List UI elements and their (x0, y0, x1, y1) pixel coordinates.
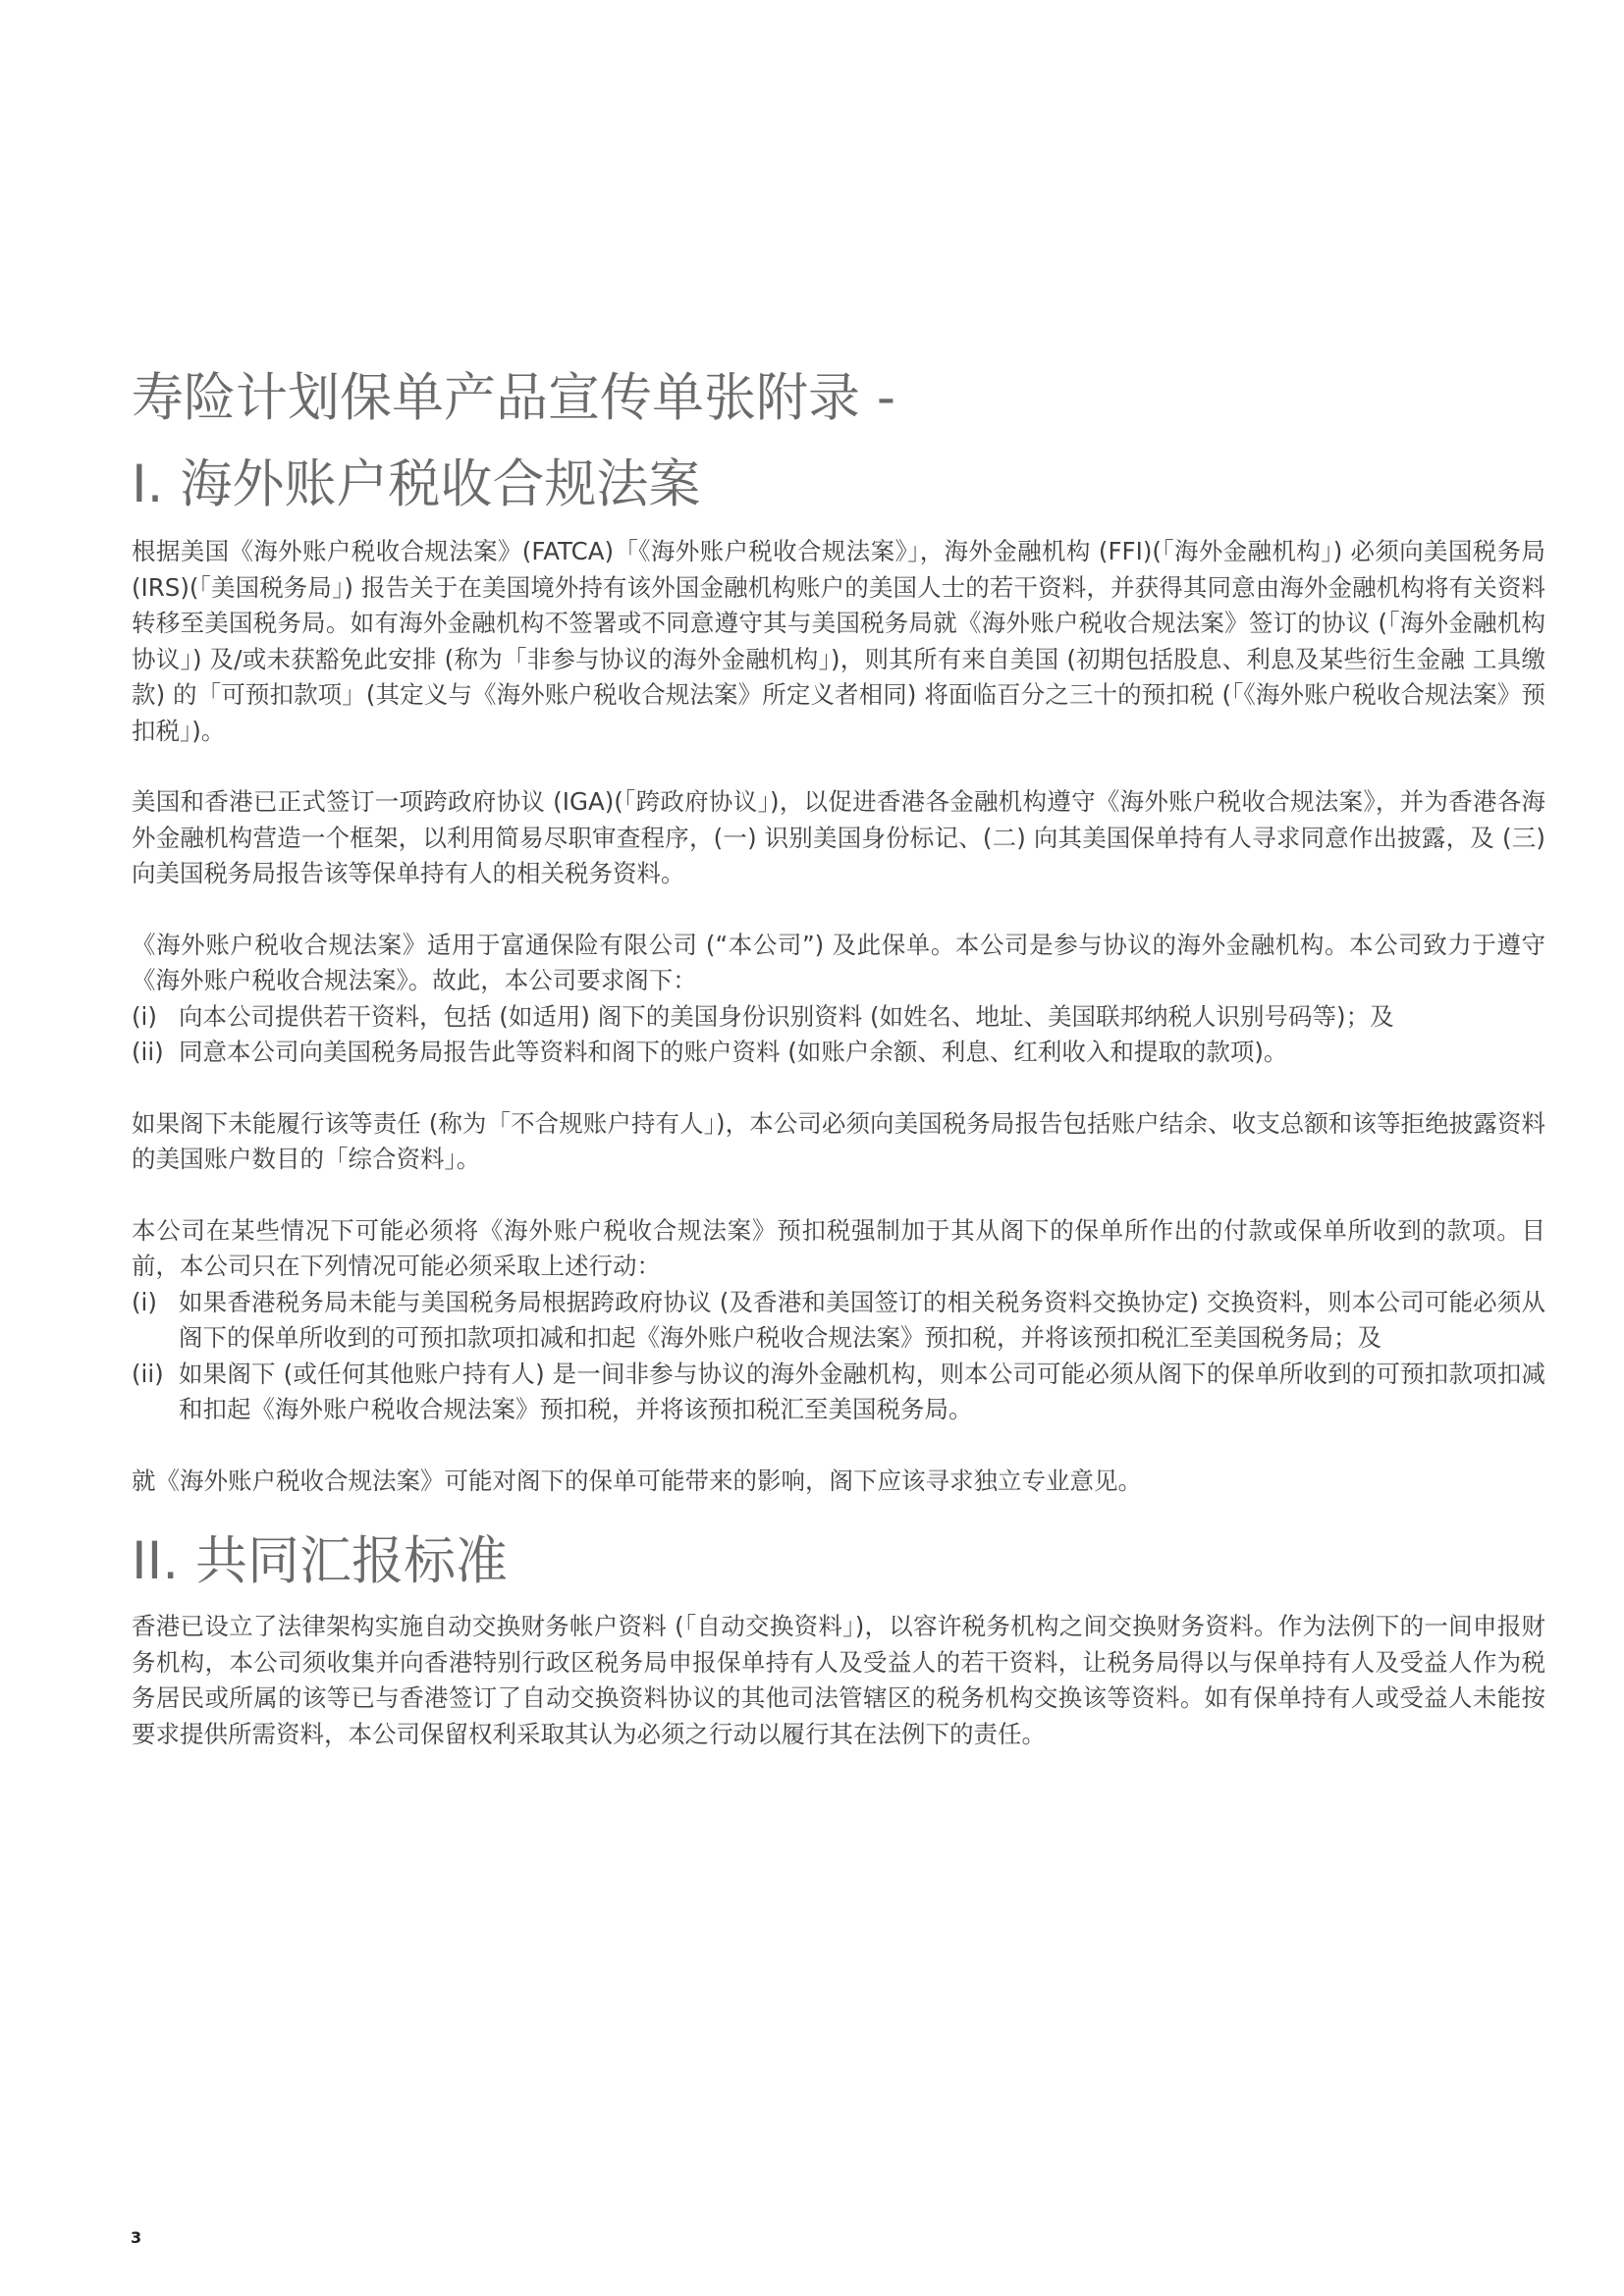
list-item (132, 1035, 1545, 1071)
list-marker: (i) (132, 1001, 157, 1031)
page-title: 寿险计划保单产品宣传单张附录 - (132, 368, 895, 428)
fatca-paragraph-5-intro: 本公司在某些情况下可能必须将《海外账户税收合规法案》预扣税强制加于其从阁下的保单所作出的付款或保单所收到的款项。目前，本公司只在下列情况可能必须采取上述行动： (132, 1215, 1545, 1280)
fatca-paragraph-1: 根据美国《海外账户税收合规法案》(FATCA)「《海外账户税收合规法案》」，海外金融机构 (FFI)(「海外金融机构」) 必须向美国税务局 (IRS)(「美国税务局」) 报告关于在美国境外持有该外国金融机构账户的美国人士的若干资料，并获得其同意由海外金融机构将有关资料转移至美国税务局。如有海外金融机构不签署或不同意遵守其与美国税务局就《海外账户税收合规法案》签订的协议 (「海外金融机构协议」) 及/或未获豁免此安排 (称为「非参与协议的海外金融机构」)，则其所有来自美国 (初期包括股息、利息及某些衍生金融 工具缴款) 的「可预扣款项」(其定义与《海外账户税收合规法案》所定义者相同) 将面临百分之三十的预扣税 (「《海外账户税收合规法案》预扣税」)。 (132, 537, 1545, 745)
fatca-paragraph-4: 如果阁下未能履行该等责任 (称为「不合规账户持有人」)，本公司必须向美国税务局报告包括账户结余、收支总额和该等拒绝披露资料的美国账户数目的「综合资料」。 (132, 1108, 1545, 1173)
list-item-text: 如果香港税务局未能与美国税务局根据跨政府协议 (及香港和美国签订的相关税务资料交换协定) 交换资料，则本公司可能必须从阁下的保单所收到的可预扣款项扣减和扣起《海外账户税收合规法案》预扣税，并将该预扣税汇至美国税务局；及 (179, 1287, 1545, 1352)
section-2-heading: II. 共同汇报标准 (132, 1531, 508, 1591)
list-marker: (i) (132, 1287, 157, 1316)
section-1-heading: I. 海外账户税收合规法案 (132, 454, 701, 514)
page-content (132, 363, 1545, 1752)
list-marker: (ii) (132, 1359, 164, 1388)
fatca-paragraph-6: 就《海外账户税收合规法案》可能对阁下的保单可能带来的影响，阁下应该寻求独立专业意见。 (132, 1466, 1142, 1495)
list-item-text: 向本公司提供若干资料，包括 (如适用) 阁下的美国身份识别资料 (如姓名、地址、美国联邦纳税人识别号码等)；及 (179, 1001, 1394, 1031)
list-item (132, 1357, 1545, 1428)
page-number: 3 (131, 2228, 142, 2247)
list-marker: (ii) (132, 1038, 164, 1066)
crs-paragraph-1: 香港已设立了法律架构实施自动交换财务帐户资料 (「自动交换资料」)，以容许税务机构之间交换财务资料。作为法例下的一间申报财务机构，本公司须收集并向香港特别行政区税务局申报保单持有人及受益人的若干资料，让税务局得以与保单持有人及受益人作为税务居民或所属的该等已与香港签订了自动交换资料协议的其他司法管辖区的税务机构交换该等资料。如有保单持有人或受益人未能按要求提供所需资料，本公司保留权利采取其认为必须之行动以履行其在法例下的责任。 (132, 1612, 1545, 1748)
fatca-paragraph-3-intro: 《海外账户税收合规法案》适用于富通保险有限公司 (“本公司”) 及此保单。本公司是参与协议的海外金融机构。本公司致力于遵守《海外账户税收合规法案》。故此，本公司要求阁下： (132, 930, 1545, 994)
list-item (132, 1285, 1545, 1357)
fatca-paragraph-2: 美国和香港已正式签订一项跨政府协议 (IGA)(「跨政府协议」)，以促进香港各金融机构遵守《海外账户税收合规法案》，并为香港各海外金融机构营造一个框架，以利用简易尽职审查程序，(一) 识别美国身份标记、(二) 向其美国保单持有人寻求同意作出披露，及 (三) 向美国税务局报告该等保单持有人的相关税务资料。 (132, 787, 1545, 887)
list-item (132, 999, 1545, 1036)
list-item-text: 如果阁下 (或任何其他账户持有人) 是一间非参与协议的海外金融机构，则本公司可能必须从阁下的保单所收到的可预扣款项扣减和扣起《海外账户税收合规法案》预扣税，并将该预扣税汇至美国税务局。 (179, 1359, 1545, 1423)
list-item-text: 同意本公司向美国税务局报告此等资料和阁下的账户资料 (如账户余额、利息、红利收入和提取的款项)。 (179, 1038, 1288, 1066)
